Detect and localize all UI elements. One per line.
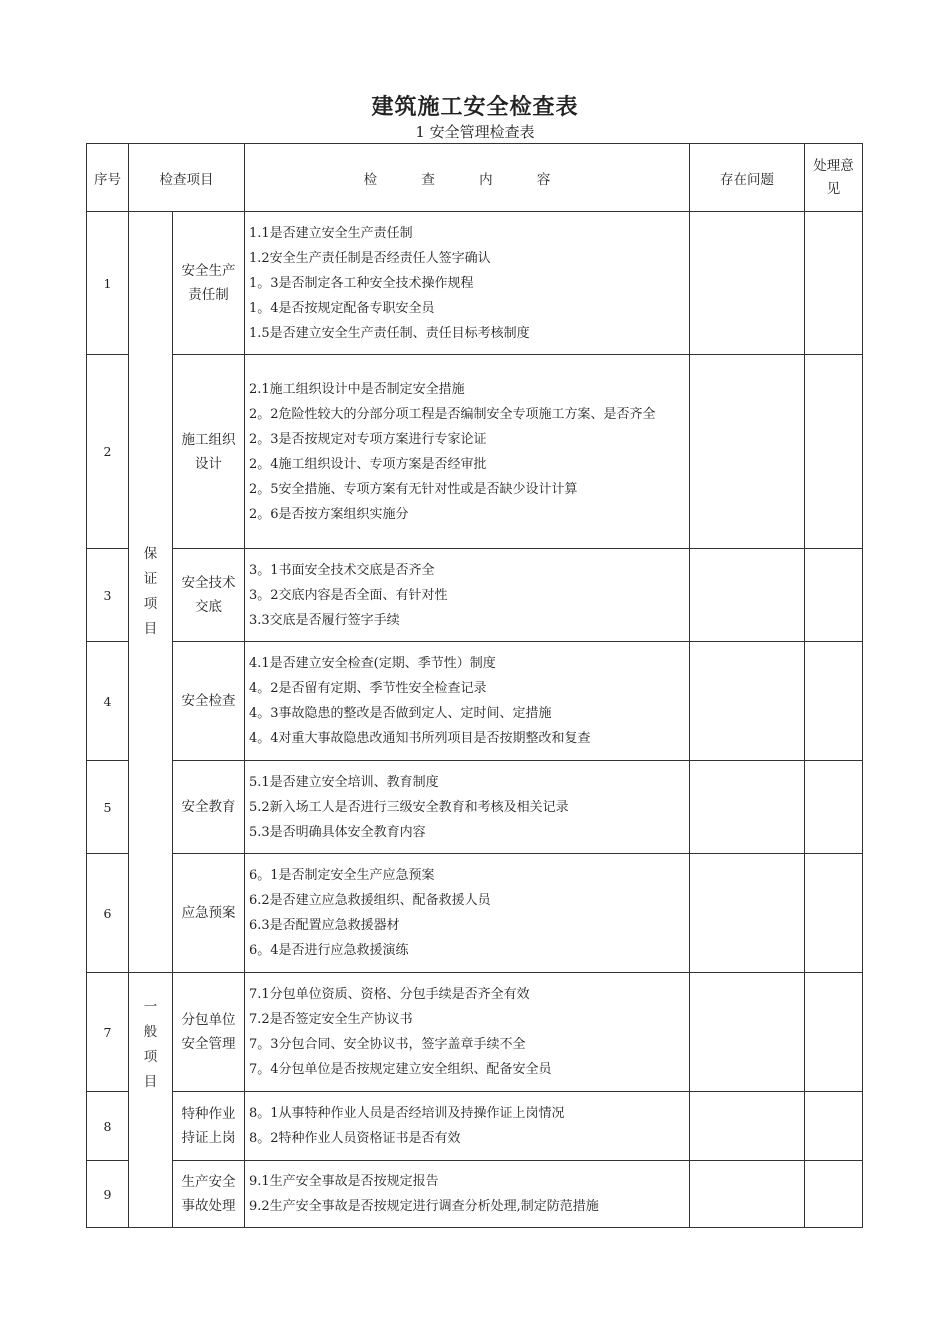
document-title: 建筑施工安全检查表: [371, 94, 579, 120]
opinion-cell[interactable]: [805, 1092, 863, 1161]
content-line: 4。3事故隐患的整改是否做到定人、定时间、定措施: [249, 706, 552, 721]
problem-cell[interactable]: [690, 1161, 805, 1228]
opinion-cell[interactable]: [805, 549, 863, 642]
content-line: 4。2是否留有定期、季节性安全检查记录: [249, 681, 487, 696]
row-number: 7: [87, 973, 129, 1092]
row-number: 8: [87, 1092, 129, 1161]
row-number: 5: [87, 761, 129, 854]
content-line: 7.1分包单位资质、资格、分包手续是否齐全有效: [249, 987, 530, 1002]
check-content: [245, 973, 690, 1092]
problem-cell[interactable]: [690, 549, 805, 642]
header-content: 检 查 内 容: [245, 144, 690, 212]
opinion-cell[interactable]: [805, 212, 863, 355]
content-line: 1.2安全生产责任制是否经责任人签字确认: [249, 250, 491, 266]
check-content: [245, 642, 690, 761]
content-line: 7。3分包合同、安全协议书，签字盖章手续不全: [249, 1037, 526, 1052]
table-row: [87, 642, 863, 761]
content-line: 1.1是否建立安全生产责任制: [249, 225, 413, 241]
content-line: 7.2是否签定安全生产协议书: [249, 1012, 413, 1027]
check-item: 安全生产责任制: [173, 212, 245, 355]
content-line: 2。4施工组织设计、专项方案是否经审批: [249, 456, 487, 472]
content-line: 3。2交底内容是否全面、有针对性: [249, 587, 448, 603]
content-line: 3。1书面安全技术交底是否齐全: [249, 562, 435, 578]
check-content: [245, 549, 690, 642]
table-body: [87, 212, 863, 1228]
opinion-cell[interactable]: [805, 761, 863, 854]
header-item: 检查项目: [129, 144, 245, 212]
check-item: 生产安全事故处理: [173, 1161, 245, 1228]
inspection-table: [86, 143, 863, 1228]
check-content: [245, 355, 690, 549]
table-row: [87, 761, 863, 854]
opinion-cell[interactable]: [805, 1161, 863, 1228]
table-row: [87, 854, 863, 973]
content-line: 4.1是否建立安全检查(定期、季节性）制度: [249, 656, 496, 671]
check-content: [245, 1092, 690, 1161]
content-line: 1。3是否制定各工种安全技术操作规程: [249, 275, 474, 291]
header-no: 序号: [87, 144, 129, 212]
table-row: [87, 355, 863, 549]
check-item: 安全教育: [173, 761, 245, 854]
content-line: 4。4对重大事故隐患改通知书所列项目是否按期整改和复查: [249, 731, 591, 746]
check-content: [245, 1161, 690, 1228]
table-row: [87, 973, 863, 1092]
check-item: 安全技术交底: [173, 549, 245, 642]
opinion-cell[interactable]: [805, 973, 863, 1092]
problem-cell[interactable]: [690, 973, 805, 1092]
content-line: 6。1是否制定安全生产应急预案: [249, 868, 435, 883]
content-line: 6.2是否建立应急救援组织、配备救援人员: [249, 893, 491, 908]
header-problem: 存在问题: [690, 144, 805, 212]
content-line: 1.5是否建立安全生产责任制、责任目标考核制度: [249, 325, 530, 341]
category-general: [129, 973, 173, 1228]
content-line: 6.3是否配置应急救援器材: [249, 918, 400, 933]
content-line: 2。2危险性较大的分部分项工程是否编制安全专项施工方案、是否齐全: [249, 406, 656, 422]
opinion-cell[interactable]: [805, 355, 863, 549]
content-line: 2。6是否按方案组织实施分: [249, 506, 409, 522]
table-row: [87, 212, 863, 355]
check-content: [245, 761, 690, 854]
content-line: 8。2特种作业人员资格证书是否有效: [249, 1131, 461, 1146]
row-number: 3: [87, 549, 129, 642]
table-row: [87, 1092, 863, 1161]
content-line: 5.1是否建立安全培训、教育制度: [249, 774, 439, 790]
table-row: [87, 549, 863, 642]
opinion-cell[interactable]: [805, 854, 863, 973]
content-line: 8。1从事特种作业人员是否经培训及持操作证上岗情况: [249, 1106, 565, 1121]
content-line: 9.1生产安全事故是否按规定报告: [249, 1174, 439, 1189]
table-subtitle: 1 安全管理检查表: [415, 123, 535, 141]
check-item: 应急预案: [173, 854, 245, 973]
table-row: [87, 1161, 863, 1228]
row-number: 2: [87, 355, 129, 549]
content-line: 6。4是否进行应急救援演练: [249, 943, 409, 958]
content-line: 7。4分包单位是否按规定建立安全组织、配备安全员: [249, 1062, 552, 1077]
header-opinion: 处理意见: [805, 144, 863, 212]
problem-cell[interactable]: [690, 642, 805, 761]
content-line: 5.3是否明确具体安全教育内容: [249, 824, 426, 840]
content-line: 2.1施工组织设计中是否制定安全措施: [249, 381, 465, 397]
check-content: [245, 212, 690, 355]
problem-cell[interactable]: [690, 355, 805, 549]
check-item: 特种作业持证上岗: [173, 1092, 245, 1161]
row-number: 6: [87, 854, 129, 973]
table-header-row: [87, 144, 863, 212]
content-line: 2。3是否按规定对专项方案进行专家论证: [249, 431, 487, 447]
content-line: 1。4是否按规定配备专职安全员: [249, 300, 435, 316]
check-item: 施工组织设计: [173, 355, 245, 549]
check-item: 分包单位安全管理: [173, 973, 245, 1092]
problem-cell[interactable]: [690, 854, 805, 973]
category-label: 一般项目: [143, 999, 158, 1090]
category-guarantee: [129, 212, 173, 973]
row-number: 9: [87, 1161, 129, 1228]
content-line: 5.2新入场工人是否进行三级安全教育和考核及相关记录: [249, 799, 569, 815]
opinion-cell[interactable]: [805, 642, 863, 761]
problem-cell[interactable]: [690, 1092, 805, 1161]
check-item: 安全检查: [173, 642, 245, 761]
category-label: 保证项目: [143, 546, 158, 637]
check-content: [245, 854, 690, 973]
problem-cell[interactable]: [690, 212, 805, 355]
content-line: 2。5安全措施、专项方案有无针对性或是否缺少设计计算: [249, 481, 578, 497]
problem-cell[interactable]: [690, 761, 805, 854]
content-line: 3.3交底是否履行签字手续: [249, 612, 400, 628]
row-number: 4: [87, 642, 129, 761]
row-number: 1: [87, 212, 129, 355]
content-line: 9.2生产安全事故是否按规定进行调查分析处理,制定防范措施: [249, 1199, 599, 1214]
